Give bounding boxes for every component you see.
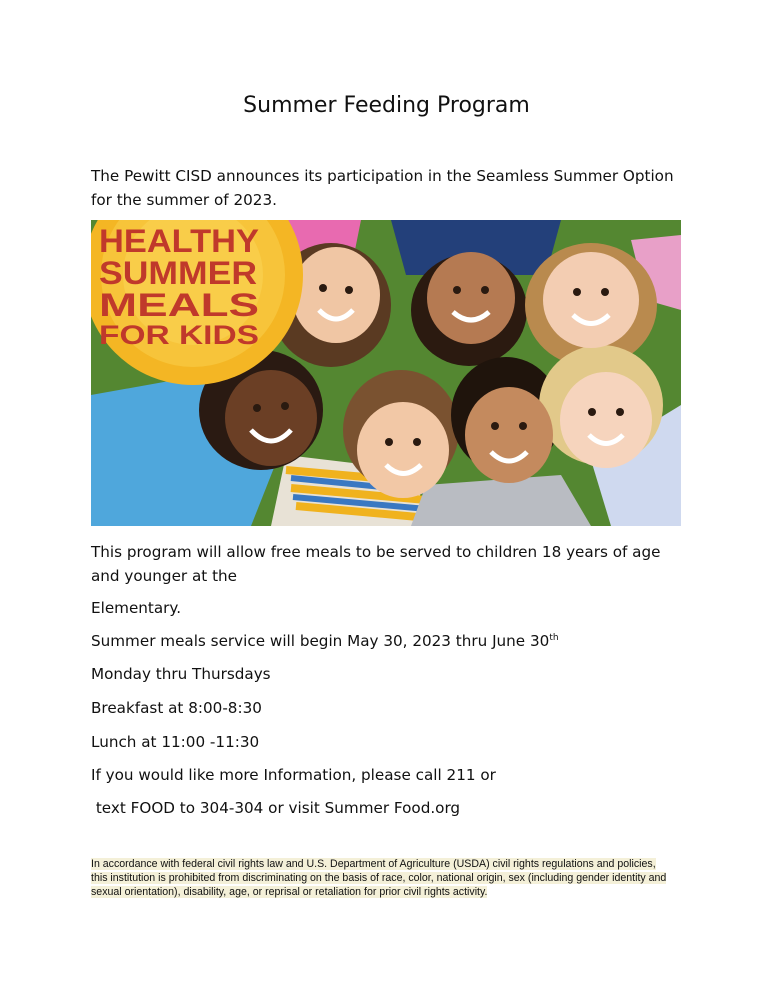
- paragraph-breakfast: Breakfast at 8:00-8:30: [91, 699, 262, 717]
- banner-headline-line-4: FOR KIDS: [99, 320, 259, 350]
- banner-illustration: [91, 220, 681, 526]
- child-face-6: [465, 387, 553, 483]
- healthy-summer-meals-banner: [91, 220, 681, 526]
- intro-paragraph: The Pewitt CISD announces its participation in the Seamless Summer Option for the summer of 2023.: [91, 167, 674, 209]
- child-face-5: [357, 402, 449, 498]
- paragraph-location: Elementary.: [91, 599, 182, 617]
- civil-rights-notice-text: In accordance with federal civil rights law and U.S. Department of Agriculture (USDA) civil rights regulations and policies, this institution is prohibited from discriminating on the basis of race, color, national origin, sex (including gender identity and sexual orientation), disability, age, or reprisal or retaliation for prior civil rights activity.: [91, 858, 667, 898]
- child-face-2: [292, 247, 380, 343]
- paragraph-text-info: text FOOD to 304-304 or visit Summer Food.org: [91, 799, 461, 817]
- paragraph-days: Monday thru Thursdays: [91, 665, 271, 683]
- civil-rights-notice: [91, 857, 671, 899]
- banner-headline-line-1: HEALTHY: [99, 223, 259, 259]
- banner-headline-line-2: SUMMER: [99, 255, 257, 291]
- child-face-7: [560, 372, 652, 468]
- child-face-3: [427, 252, 515, 344]
- paragraph-lunch: Lunch at 11:00 -11:30: [91, 733, 260, 751]
- document-title: Summer Feeding Program: [243, 93, 530, 118]
- paragraph-contact: If you would like more Information, please call 211 or: [91, 766, 496, 784]
- dates-superscript: th: [549, 633, 559, 643]
- child-face-4: [543, 252, 639, 348]
- dates-text: Summer meals service will begin May 30, 2023 thru June 30: [91, 632, 550, 650]
- banner-headline-line-3: MEALS: [99, 287, 259, 323]
- child-face-1: [225, 370, 317, 466]
- paragraph-eligibility: This program will allow free meals to be served to children 18 years of age and younger at the: [91, 543, 661, 585]
- paragraph-dates: [91, 629, 691, 653]
